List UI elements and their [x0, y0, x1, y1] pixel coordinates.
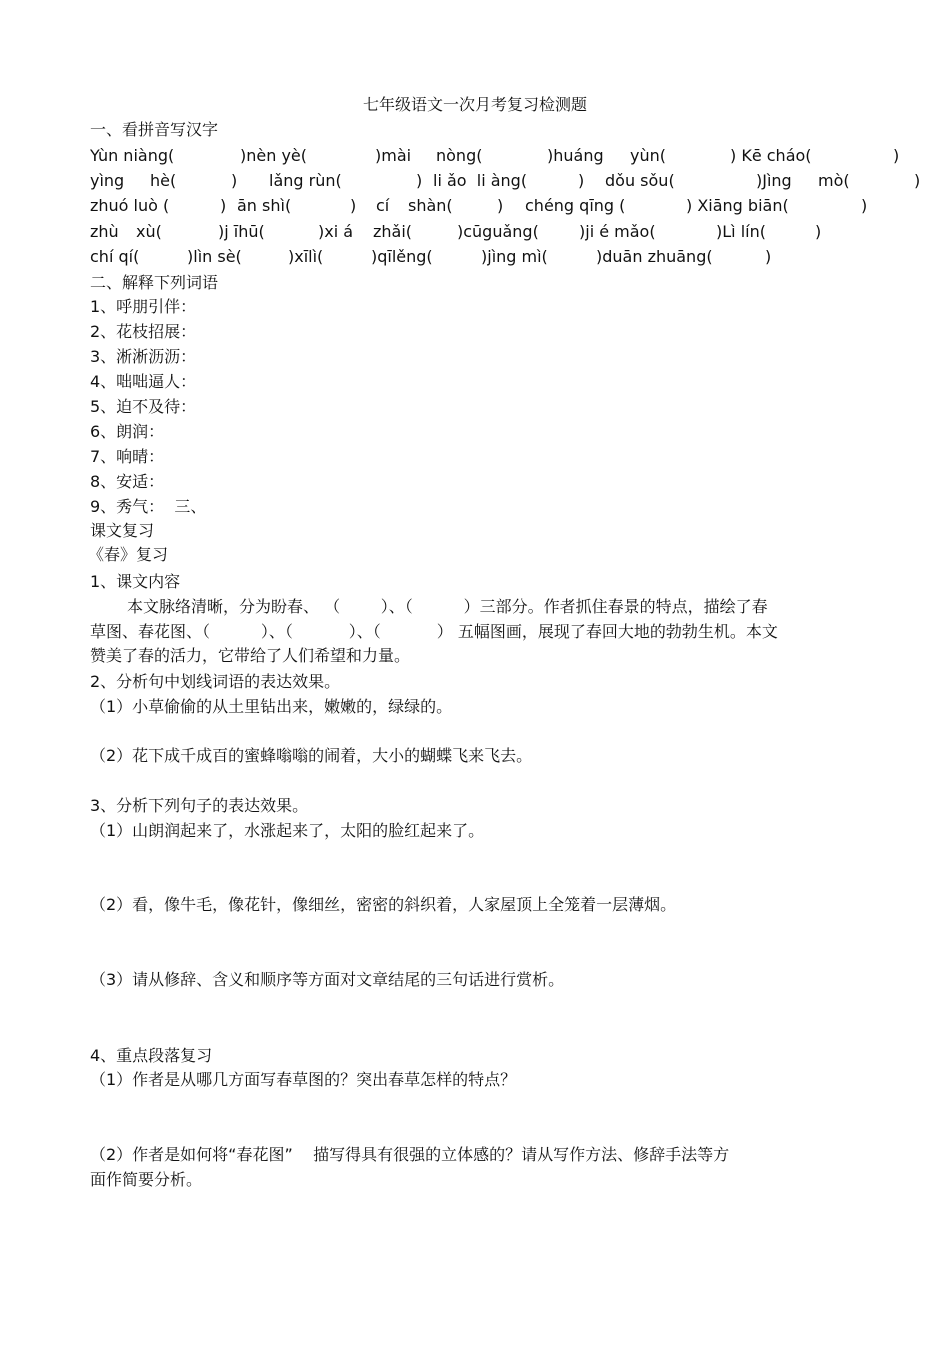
pinyin-cell: zhù [90, 222, 119, 241]
q3-item: （1）山朗润起来了，水涨起来了，太阳的脸红起来了。 [90, 821, 485, 840]
pinyin-cell: ) [861, 196, 868, 215]
pinyin-cell: yìng [90, 171, 125, 190]
pinyin-cell: zhuó luò ( [90, 196, 170, 215]
pinyin-cell: )xi á [318, 222, 354, 241]
q1-title: 1、课文内容 [90, 572, 181, 591]
q3-item: （2）看，像牛毛，像花针，像细丝，密密的斜织着，人家屋顶上全笼着一层薄烟。 [90, 895, 677, 914]
pinyin-cell: )lìn sè( [187, 247, 242, 266]
q1-text-line: 本文脉络清晰，分为盼春、 （ ）、（ ）三部分。作者抓住春景的特点，描绘了春 [127, 597, 768, 616]
q2-item: （1）小草偷偷的从土里钻出来，嫩嫩的，绿绿的。 [90, 697, 453, 716]
pinyin-cell: mò( [818, 171, 850, 190]
pinyin-cell: cí [376, 196, 390, 215]
term-item: 9、秀气： 三、 [90, 497, 207, 516]
pinyin-cell: )jìng mì( [481, 247, 548, 266]
term-item: 6、朗润： [90, 422, 165, 441]
pinyin-cell: ān shì( [237, 196, 292, 215]
pinyin-cell: )nèn yè( [240, 146, 308, 165]
pinyin-cell: hè( [150, 171, 177, 190]
pinyin-cell: ) [231, 171, 238, 190]
pinyin-cell: chéng qīng ( [525, 196, 626, 215]
q4-item: （2）作者是如何将“春花图” 描写得具有很强的立体感的？请从写作方法、修辞手法等方 [90, 1145, 730, 1164]
term-item: 2、花枝招展： [90, 322, 197, 341]
pinyin-cell: )huáng [547, 146, 604, 165]
pinyin-cell: )mài [375, 146, 412, 165]
q1-text-line: 草图、春花图、（ ）、（ ）、（ ） 五幅图画，展现了春回大地的勃勃生机。本文 [90, 622, 778, 641]
q3-item: （3）请从修辞、含义和顺序等方面对文章结尾的三句话进行赏析。 [90, 970, 565, 989]
pinyin-cell: )duān zhuāng( [596, 247, 713, 266]
q1-text-line: 赞美了春的活力，它带给了人们希望和力量。 [90, 646, 411, 665]
term-item: 7、响晴： [90, 447, 165, 466]
section3-subheading: 《春》复习 [88, 545, 169, 564]
q4-item: 面作简要分析。 [90, 1170, 203, 1189]
term-item: 3、淅淅沥沥： [90, 347, 197, 366]
pinyin-cell: nòng( [436, 146, 483, 165]
q2-item: （2）花下成千成百的蜜蜂嗡嗡的闹着，大小的蝴蝶飞来飞去。 [90, 746, 533, 765]
q3-title: 3、分析下列句子的表达效果。 [90, 796, 309, 815]
section2-heading: 二、解释下列词语 [90, 273, 219, 292]
q4-title: 4、重点段落复习 [90, 1046, 213, 1065]
q4-item: （1）作者是从哪几方面写春草图的？突出春草怎样的特点？ [90, 1070, 517, 1089]
pinyin-cell: )ji é mǎo( [579, 222, 656, 241]
pinyin-cell: zhǎi( [373, 222, 413, 241]
term-item: 8、安适： [90, 472, 165, 491]
pinyin-cell: xù( [136, 222, 162, 241]
pinyin-cell: ) [350, 196, 357, 215]
pinyin-cell: dǒu sǒu( [605, 171, 675, 190]
term-item: 4、咄咄逼人： [90, 372, 197, 391]
pinyin-cell: yùn( [630, 146, 666, 165]
section3-heading: 课文复习 [90, 521, 155, 540]
pinyin-cell: ) [914, 171, 921, 190]
pinyin-cell: ) Xiāng biān( [686, 196, 789, 215]
pinyin-cell: ) [765, 247, 772, 266]
pinyin-cell: ) [578, 171, 585, 190]
pinyin-cell: shàn( [408, 196, 453, 215]
pinyin-cell: li ǎo li àng( [433, 171, 528, 190]
pinyin-cell: ) Kē cháo( [730, 146, 812, 165]
pinyin-cell: )cūguǎng( [457, 222, 539, 241]
pinyin-cell: )qīlěng( [371, 247, 433, 266]
pinyin-cell: )xīlì( [288, 247, 324, 266]
pinyin-cell: ) [497, 196, 504, 215]
pinyin-cell: )Jìng [756, 171, 792, 190]
pinyin-cell: )j īhū( [218, 222, 265, 241]
q2-title: 2、分析句中划线词语的表达效果。 [90, 672, 341, 691]
term-item: 5、迫不及待： [90, 397, 197, 416]
pinyin-cell: ) [893, 146, 900, 165]
pinyin-cell: Yùn niàng( [90, 146, 175, 165]
pinyin-cell: ) [220, 196, 227, 215]
term-item: 1、呼朋引伴： [90, 297, 197, 316]
pinyin-cell: lǎng rùn( [269, 171, 342, 190]
pinyin-cell: ) [815, 222, 822, 241]
pinyin-cell: chí qí( [90, 247, 140, 266]
page-title: 七年级语文一次月考复习检测题 [362, 95, 587, 114]
pinyin-cell: ) [416, 171, 423, 190]
section1-heading: 一、看拼音写汉字 [90, 120, 219, 139]
pinyin-cell: )Lì lín( [716, 222, 766, 241]
